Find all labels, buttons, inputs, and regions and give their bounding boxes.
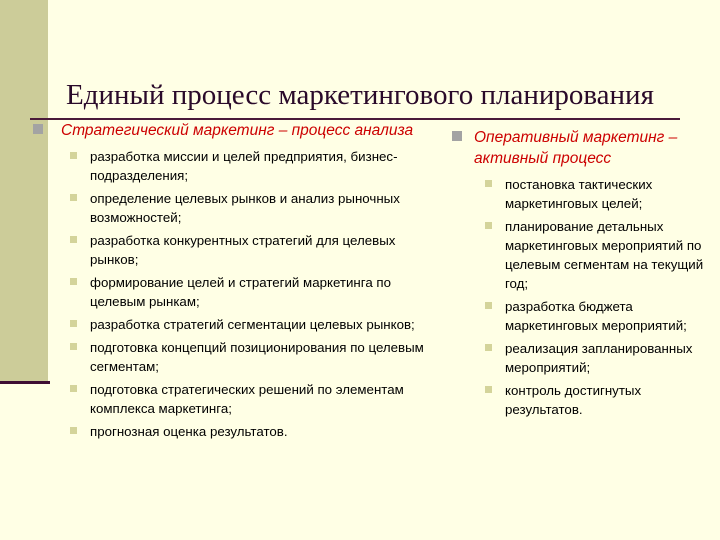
square-bullet-icon (485, 344, 492, 351)
list-item: подготовка стратегических решений по элементам комплекса маркетинга; (33, 380, 433, 418)
list-item: постановка тактических маркетинговых целей; (452, 175, 714, 213)
list-item: подготовка концепций позиционирования по целевым сегментам; (33, 338, 433, 376)
slide-title: Единый процесс маркетингового планирования (66, 79, 654, 111)
list-item: разработка конкурентных стратегий для целевых рынков; (33, 231, 433, 269)
list-item: планирование детальных маркетинговых мероприятий по целевым сегментам на текущий год; (452, 217, 714, 293)
strategic-marketing-heading (33, 120, 433, 141)
list-item: контроль достигнутых результатов. (452, 381, 714, 419)
square-bullet-icon (70, 152, 77, 159)
square-bullet-icon (70, 385, 77, 392)
list-item: разработка бюджета маркетинговых мероприятий; (452, 297, 714, 335)
square-bullet-icon (70, 236, 77, 243)
square-bullet-icon (485, 180, 492, 187)
square-bullet-icon (70, 278, 77, 285)
list-item: реализация запланированных мероприятий; (452, 339, 714, 377)
list-item: формирование целей и стратегий маркетинга по целевым рынкам; (33, 273, 433, 311)
strategic-marketing-column (33, 120, 433, 445)
operative-marketing-column (452, 127, 714, 423)
list-item: прогнозная оценка результатов. (33, 422, 433, 441)
square-bullet-icon (70, 320, 77, 327)
heading-text: Стратегический маркетинг – процесс анализа (61, 122, 414, 139)
operative-marketing-heading (452, 127, 714, 169)
list-item: разработка стратегий сегментации целевых рынков; (33, 315, 433, 334)
square-bullet-icon (70, 427, 77, 434)
square-bullet-icon (485, 386, 492, 393)
list-item: разработка миссии и целей предприятия, бизнес-подразделения; (33, 147, 433, 185)
square-bullet-icon (70, 343, 77, 350)
square-bullet-icon (70, 194, 77, 201)
square-bullet-icon (452, 131, 462, 141)
heading-text: Оперативный маркетинг – активный процесс (474, 129, 678, 167)
square-bullet-icon (33, 124, 43, 134)
operative-marketing-list (452, 175, 714, 419)
strategic-marketing-list (33, 147, 433, 441)
list-item: определение целевых рынков и анализ рыночных возможностей; (33, 189, 433, 227)
square-bullet-icon (485, 222, 492, 229)
square-bullet-icon (485, 302, 492, 309)
